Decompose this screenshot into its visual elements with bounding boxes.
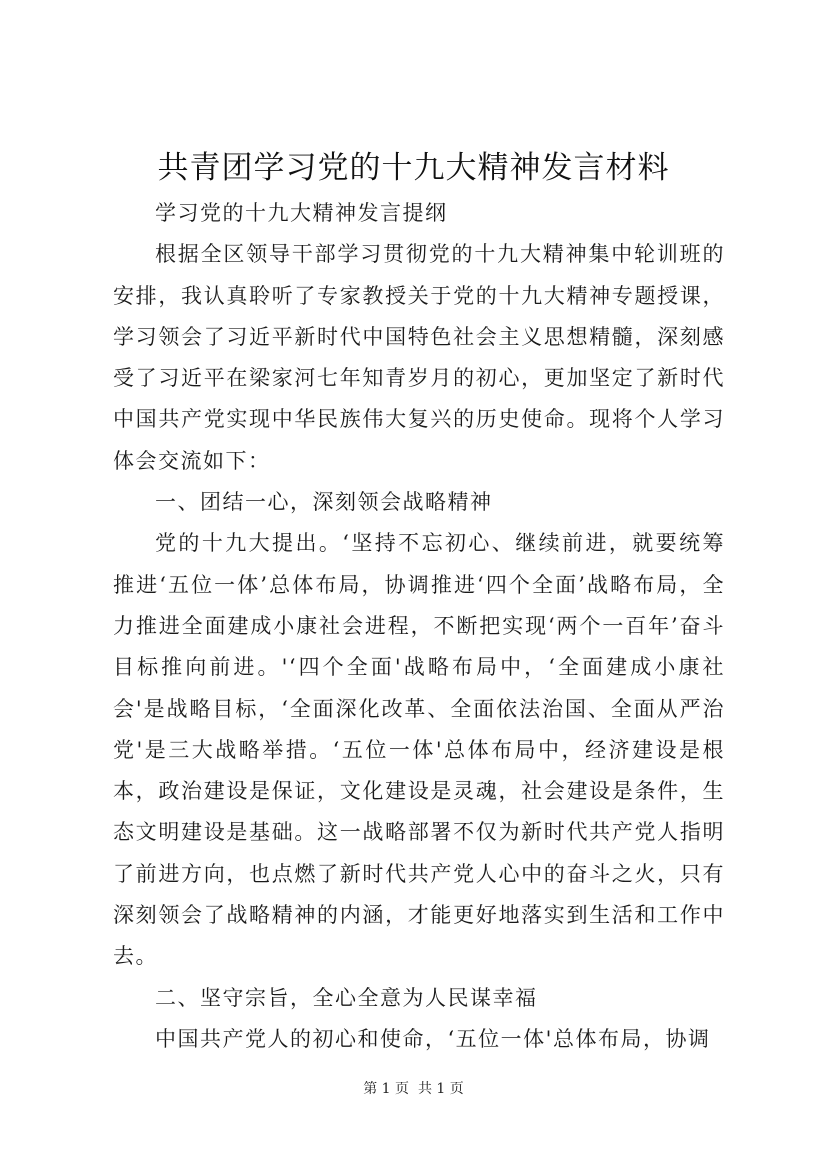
- page-number-label: 第 1 页 共 1 页: [363, 1081, 464, 1097]
- page-footer: [0, 1079, 827, 1099]
- subtitle-paragraph: 学习党的十九大精神发言提纲: [155, 201, 448, 225]
- document-body: [113, 193, 725, 1060]
- section-heading-1: 一、团结一心，深刻领会战略精神: [155, 490, 493, 515]
- intro-paragraph: 根据全区领导干部学习贯彻党的十九大精神集中轮训班的安排，我认真聆听了专家教授关于党的十九大精神专题授课，学习领会了习近平新时代中国特色社会主义思想精髓，深刻感受了习近平在梁家河七年知青岁月的初心，更加坚定了新时代中国共产党实现中华民族伟大复兴的历史使命。现将个人学习体会交流如下：: [113, 242, 725, 473]
- document-title: 共青团学习党的十九大精神发言材料: [157, 150, 670, 186]
- section-heading-2: 二、坚守宗旨，全心全意为人民谋幸福: [155, 985, 538, 1010]
- section-1-paragraph: 党的十九大提出。‘坚持不忘初心、继续前进，就要统筹推进‘五位一体’总体布局，协调推进‘四个全面’战略布局，全力推进全面建成小康社会进程，不断把实现‘两个一百年’奋斗目标推向前进。'‘四个全面'战略布局中，‘全面建成小康社会'是战略目标，‘全面深化改革、全面依法治国、全面从严治党'是三大战略举措。‘五位一体'总体布局中，经济建设是根本，政治建设是保证，文化建设是灵魂，社会建设是条件，生态文明建设是基础。这一战略部署不仅为新时代共产党人指明了前进方向，也点燃了新时代共产党人心中的奋斗之火，只有深刻领会了战略精神的内涵，才能更好地落实到生活和工作中去。: [113, 531, 725, 969]
- section-2-paragraph: 中国共产党人的初心和使命，‘五位一体'总体布局，协调: [155, 1026, 711, 1051]
